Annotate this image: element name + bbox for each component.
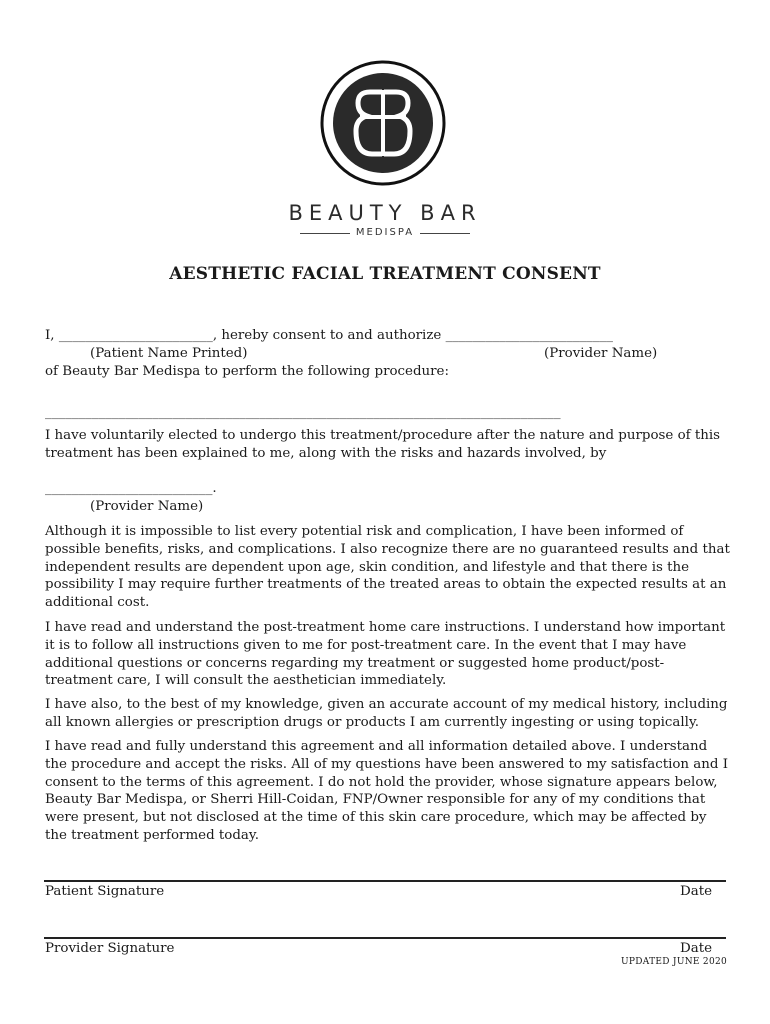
- provider-date-label: Date: [680, 941, 713, 956]
- brand-divider-left: [300, 233, 350, 234]
- agreement-paragraph: I have read and fully understand this agreement and all information detailed above. I understand the procedure and accept the risks. All of my questions have been answered to my satisfaction and I consent to the terms of this agreement. I do not hold the provider, whose signature appears below, Beauty Bar Medispa, or Sherri Hill-Coidan, FNP/Owner responsible for any of my conditions that were present, but not disclosed at the time of this skin care procedure, which may be affected by the treatment performed today.: [45, 739, 729, 843]
- voluntary-paragraph: I have voluntarily elected to undergo this treatment/procedure after the nature and purpose of this treatment has been explained to me, along with the risks and hazards involved, by: [45, 428, 721, 461]
- brand-name: BEAUTY BAR: [288, 201, 482, 225]
- medical-history-paragraph: I have also, to the best of my knowledge, given an accurate account of my medical history, including all known allergies or prescription drugs or products I am currently ingesting or using topically.: [45, 697, 728, 730]
- brand-divider-right: [420, 233, 470, 234]
- patient-signature-line[interactable]: [44, 880, 726, 882]
- document-title: AESTHETIC FACIAL TREATMENT CONSENT: [169, 264, 601, 284]
- patient-name-field[interactable]: _______________________: [58, 328, 213, 343]
- home-care-paragraph: I have read and understand the post-treatment home care instructions. I understand how important it is to follow all instructions given to me for post-treatment care. In the event that I may have additional questions or concerns regarding my treatment or suggested home product/post-treatment care, I will consult the aesthetician immediately.: [45, 620, 726, 689]
- provider-by-caption: (Provider Name): [90, 499, 204, 514]
- patient-name-caption: (Patient Name Printed): [90, 346, 248, 361]
- provider-name-caption: (Provider Name): [544, 346, 658, 361]
- provider-signature-label: Provider Signature: [45, 941, 175, 956]
- patient-signature-label: Patient Signature: [45, 884, 165, 899]
- consent-prefix: I,: [45, 328, 59, 343]
- provider-signature-line[interactable]: [44, 937, 726, 939]
- procedure-field[interactable]: _____________________________________________________________________________: [45, 405, 561, 420]
- provider-name-field[interactable]: _________________________: [445, 328, 613, 343]
- consent-mid-text: , hereby consent to and authorize: [212, 328, 446, 343]
- provider-by-field[interactable]: _________________________.: [45, 481, 217, 496]
- brand-block: [260, 200, 510, 239]
- consent-line-2: of Beauty Bar Medispa to perform the following procedure:: [45, 364, 449, 379]
- brand-sub-row: [260, 227, 510, 239]
- risks-paragraph: Although it is impossible to list every potential risk and complication, I have been informed of possible benefits, risks, and complications. I also recognize there are no guaranteed results and that independent results are dependent upon age, skin condition, and lifestyle and that there is the possibility I may require further treatments of the treated areas to obtain the expected results at an additional cost.: [45, 524, 730, 611]
- brand-subtitle: MEDISPA: [355, 227, 415, 238]
- patient-date-label: Date: [680, 884, 713, 899]
- consent-line-1: [45, 327, 613, 345]
- beauty-bar-logo: [320, 60, 446, 186]
- updated-footer: UPDATED JUNE 2020: [621, 957, 728, 967]
